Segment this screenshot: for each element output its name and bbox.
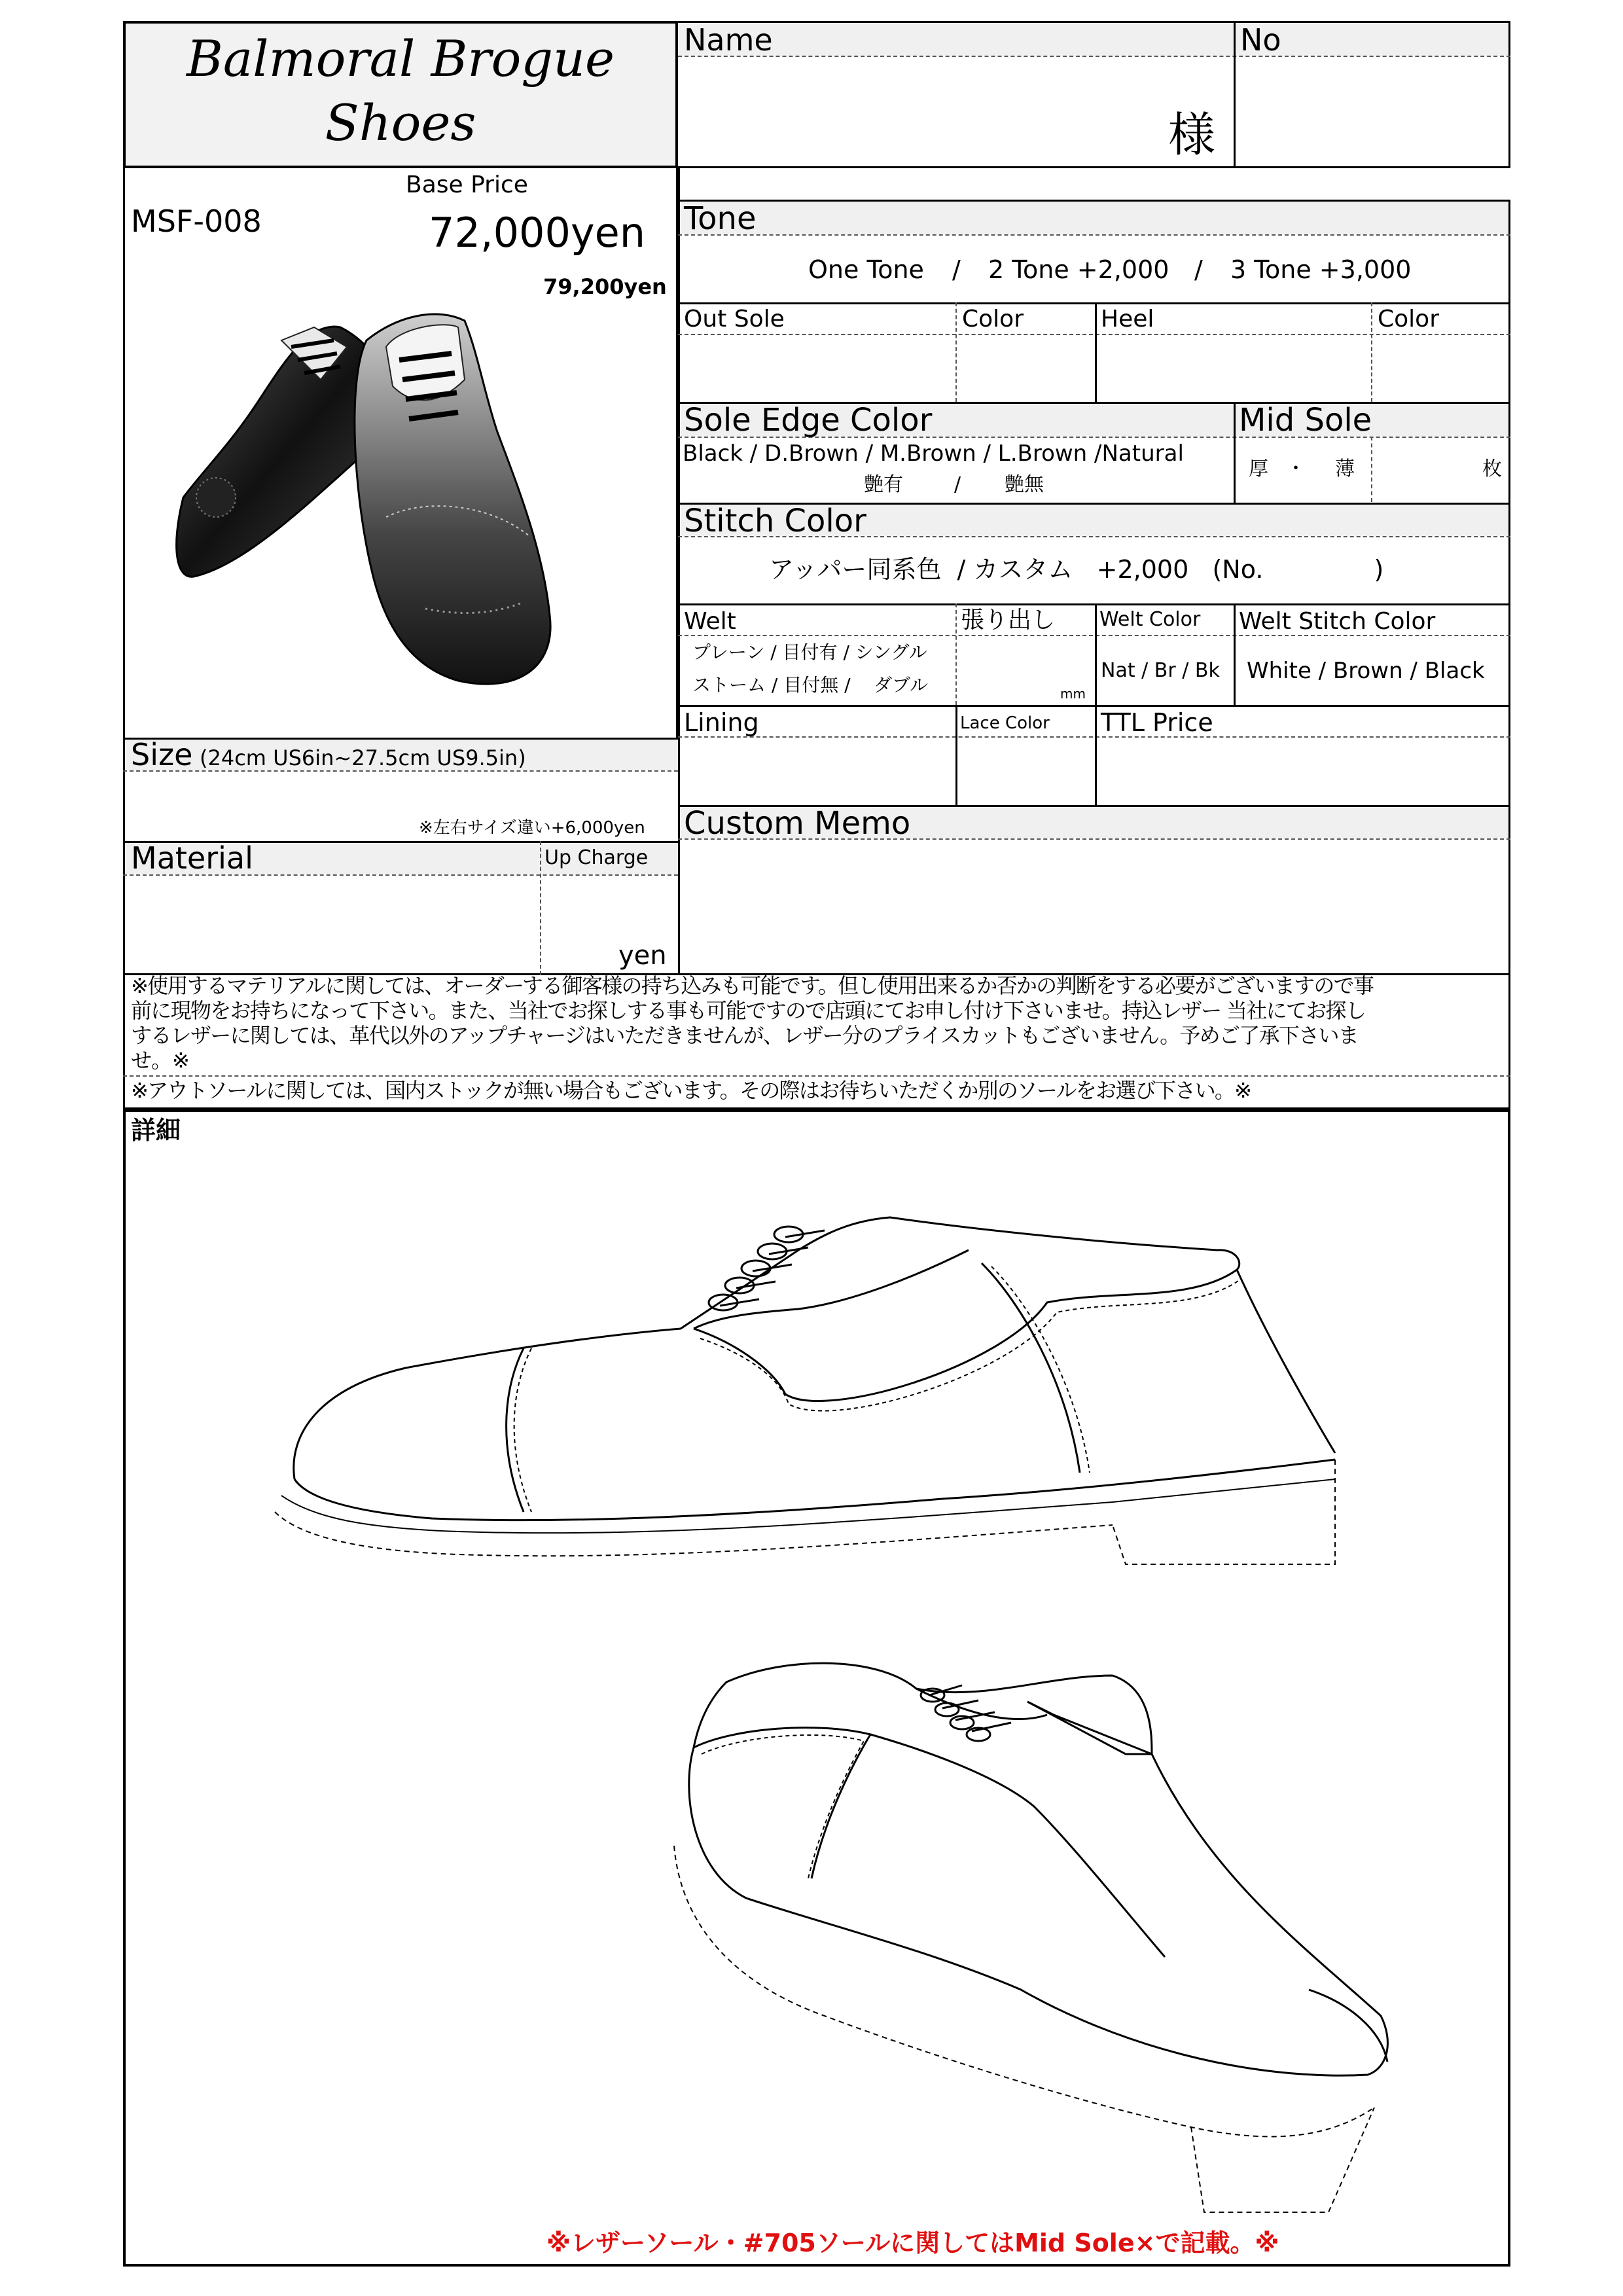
outsole-label: Out Sole [684, 306, 785, 332]
sole-edge-mid-divider [1234, 402, 1236, 503]
lining-input[interactable] [681, 739, 954, 803]
name-header-divider [678, 56, 1510, 57]
tone-sep-1: / [952, 255, 961, 284]
sole-edge-label: Sole Edge Color [684, 402, 933, 439]
base-price-value: 72,000yen [429, 209, 646, 257]
no-input[interactable] [1237, 59, 1505, 164]
lining-label: Lining [684, 708, 759, 737]
outsole-color-label: Color [962, 306, 1024, 332]
welt-color-divider [1095, 603, 1097, 705]
welt-options-2[interactable]: ストーム / 目付無 / ダブル [692, 674, 929, 696]
heel-input[interactable] [1097, 336, 1370, 401]
mid-sole-divider [1371, 437, 1372, 502]
name-label: Name [684, 22, 773, 58]
size-note: ※左右サイズ違い+6,000yen [419, 818, 645, 838]
welt-options-1[interactable]: プレーン / 目付有 / シングル [692, 641, 927, 663]
stitch-options[interactable]: アッパー同系色 / カスタム +2,000 (No. ) [769, 555, 1384, 584]
custom-memo-input[interactable] [681, 841, 1508, 972]
heel-color-label: Color [1378, 306, 1439, 332]
notes-line-4: せ。※ [131, 1048, 190, 1073]
sole-edge-matte[interactable]: 艶無 [1005, 473, 1044, 496]
footer-note: ※レザーソール・#705ソールに関してはMid Sole×で記載。※ [546, 2229, 1279, 2257]
tone-one-option[interactable]: One Tone [808, 255, 924, 284]
sole-edge-finish-sep: / [954, 473, 961, 496]
mid-sole-label: Mid Sole [1239, 402, 1372, 439]
welt-stitch-divider [1234, 603, 1236, 705]
material-input[interactable] [126, 877, 537, 972]
base-price-tax: 79,200yen [543, 274, 667, 299]
welt-top-line [678, 603, 1510, 605]
notes-line-2: 前に現物をお持ちになって下さい。また、当社でお探しする事も可能ですので店頭にてお申し付け下さいませ。持込レザー 当社にてお探し [131, 998, 1366, 1023]
welt-header-line [678, 635, 1510, 636]
mid-sole-thin[interactable]: 薄 [1335, 457, 1355, 480]
outsole-color-input[interactable] [957, 336, 1094, 401]
outsole-input[interactable] [681, 336, 954, 401]
tone-header-bg [680, 200, 1508, 237]
title-line-2: Shoes [325, 94, 476, 152]
material-upcharge-divider [540, 841, 541, 975]
up-charge-yen: yen [618, 941, 667, 971]
welt-harid-divider [955, 603, 957, 705]
mid-sole-thick[interactable]: 厚 [1249, 457, 1268, 480]
shoe-three-quarter-view-drawing[interactable] [654, 1649, 1440, 2238]
lace-color-label: Lace Color [960, 713, 1050, 733]
heel-color-input[interactable] [1373, 336, 1509, 401]
lining-top-line [678, 705, 1510, 707]
welt-color-label: Welt Color [1099, 608, 1201, 631]
product-photo [151, 301, 668, 694]
welt-harid-label: 張り出し [961, 607, 1056, 634]
heel-label: Heel [1101, 306, 1154, 332]
welt-stitch-options[interactable]: White / Brown / Black [1247, 658, 1485, 684]
custom-memo-label: Custom Memo [684, 805, 911, 842]
lace-color-input[interactable] [957, 739, 1094, 803]
mid-sole-dot: ・ [1286, 457, 1306, 480]
welt-stitch-label: Welt Stitch Color [1239, 608, 1436, 635]
name-input[interactable] [681, 59, 1165, 164]
sole-edge-options[interactable]: Black / D.Brown / M.Brown / L.Brown /Natural [683, 440, 1184, 467]
outsole-color-divider [955, 302, 957, 402]
title-line-1: Balmoral Brogue [187, 29, 615, 88]
name-honorific: 様 [1168, 107, 1216, 162]
tone-two-option[interactable]: 2 Tone +2,000 [988, 255, 1169, 284]
model-code: MSF-008 [131, 204, 262, 239]
welt-label: Welt [684, 608, 736, 635]
ttl-price-input[interactable] [1097, 739, 1509, 803]
tone-label: Tone [684, 200, 757, 237]
name-header-bg [678, 23, 1508, 56]
size-range: (24cm US6in~27.5cm US9.5in) [200, 745, 526, 770]
up-charge-label: Up Charge [544, 846, 649, 869]
shoe-side-view-drawing[interactable] [262, 1172, 1414, 1597]
notes-line-3: するレザーに関しては、革代以外のアップチャージはいただきませんが、レザー分のプライスカットもございません。予めご了承下さいま [131, 1023, 1359, 1048]
notes-line-1: ※使用するマテリアルに関しては、オーダーする御客様の持ち込みも可能です。但し使用出来るか否かの判断をする必要がございますので事 [131, 973, 1374, 998]
size-label: Size [131, 737, 193, 772]
tone-three-option[interactable]: 3 Tone +3,000 [1230, 255, 1412, 284]
welt-color-options[interactable]: Nat / Br / Bk [1101, 659, 1220, 682]
detail-label: 詳細 [131, 1116, 181, 1145]
welt-mm: mm [1060, 686, 1086, 702]
no-label: No [1240, 22, 1281, 58]
sole-edge-gloss[interactable]: 艶有 [864, 473, 903, 496]
mid-sole-sheets: 枚 [1482, 457, 1502, 480]
size-input[interactable] [126, 773, 675, 812]
notes-line-5: ※アウトソールに関しては、国内ストックが無い場合もございます。その際はお待ちいただくか別のソールをお選び下さい。※ [131, 1078, 1251, 1103]
base-price-label: Base Price [406, 171, 528, 198]
tone-header-line [678, 234, 1510, 236]
notes-divider [123, 1075, 1510, 1077]
tone-sep-2: / [1194, 255, 1203, 284]
stitch-label: Stitch Color [684, 503, 866, 539]
outsole-header-line [678, 334, 1510, 335]
size-header-line [123, 770, 678, 772]
name-no-divider [1234, 21, 1236, 168]
ttl-price-label: TTL Price [1101, 708, 1213, 737]
outsole-top-line [678, 302, 1510, 304]
heel-color-divider [1371, 302, 1372, 402]
lining-header-line [678, 736, 1510, 738]
material-label: Material [131, 840, 253, 876]
